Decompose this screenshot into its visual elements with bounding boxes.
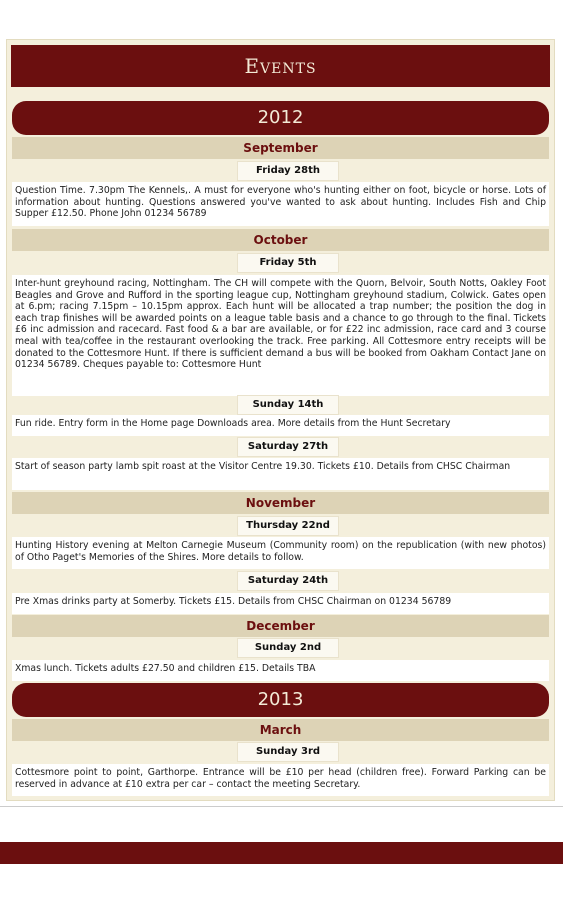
- divider: [0, 806, 563, 807]
- month-heading-november: November: [12, 492, 549, 514]
- footer-bar: [0, 842, 563, 864]
- event-description: Question Time. 7.30pm The Kennels,. A must for everyone who's hunting either on foot, bicycle or horse. Lots of information about hunting. Questions answered you've wanted to ask about hunting. Includes Fish and Chip Supper £12.50. Phone John 01234 56789: [12, 182, 549, 226]
- event-date: Thursday 22nd: [237, 516, 339, 536]
- month-heading-september: September: [12, 137, 549, 159]
- event-date: Friday 28th: [237, 161, 339, 181]
- month-heading-march: March: [12, 719, 549, 741]
- event-description: Fun ride. Entry form in the Home page Downloads area. More details from the Hunt Secretary: [12, 415, 549, 436]
- event-date: Sunday 14th: [237, 395, 339, 415]
- month-heading-october: October: [12, 229, 549, 251]
- event-description: Hunting History evening at Melton Carnegie Museum (Community room) on the republication (with new photos) of Otho Paget's Memories of the Shires. More details to follow.: [12, 537, 549, 569]
- page-title: Events: [11, 45, 550, 87]
- events-panel: [6, 39, 555, 801]
- event-date: Friday 5th: [237, 253, 339, 273]
- event-date: Sunday 2nd: [237, 638, 339, 658]
- event-date: Sunday 3rd: [237, 742, 339, 762]
- year-heading-2013: 2013: [12, 683, 549, 717]
- event-description: Cottesmore point to point, Garthorpe. Entrance will be £10 per head (children free). Forward Parking can be reserved in advance at £10 extra per car – contact the meeting Secretary.: [12, 764, 549, 796]
- year-heading-2012: 2012: [12, 101, 549, 135]
- event-description: Inter-hunt greyhound racing, Nottingham. The CH will compete with the Quorn, Belvoir, South Notts, Oakley Foot Beagles and Grove and Rufford in the sporting league cup, Nottingham greyhound stadium, Colwick. Gates open at 6.pm; racing 7.15pm – 10.15pm approx. Each hunt will be allocated a trap number; the position the dog in each trap finishes will be awarded points on a league table basis and a chance to go through to the final. Tickets £6 inc admission and racecard. Fast food & a bar are available, or for £22 inc admission, race card and 3 course meal with tea/coffee in the restaurant overlooking the track. Free parking. All Cottesmore entry receipts will be donated to the Cottesmore Hunt. If there is sufficient demand a bus will be booked from Oakham Contact Jane on 01234 56789. Cheques payable to: Cottesmore Hunt: [12, 275, 549, 396]
- event-description: Xmas lunch. Tickets adults £27.50 and children £15. Details TBA: [12, 660, 549, 681]
- event-description: Pre Xmas drinks party at Somerby. Tickets £15. Details from CHSC Chairman on 01234 56789: [12, 593, 549, 614]
- event-description: Start of season party lamb spit roast at the Visitor Centre 19.30. Tickets £10. Details from CHSC Chairman: [12, 458, 549, 490]
- event-date: Saturday 27th: [237, 437, 339, 457]
- event-date: Saturday 24th: [237, 571, 339, 591]
- month-heading-december: December: [12, 615, 549, 637]
